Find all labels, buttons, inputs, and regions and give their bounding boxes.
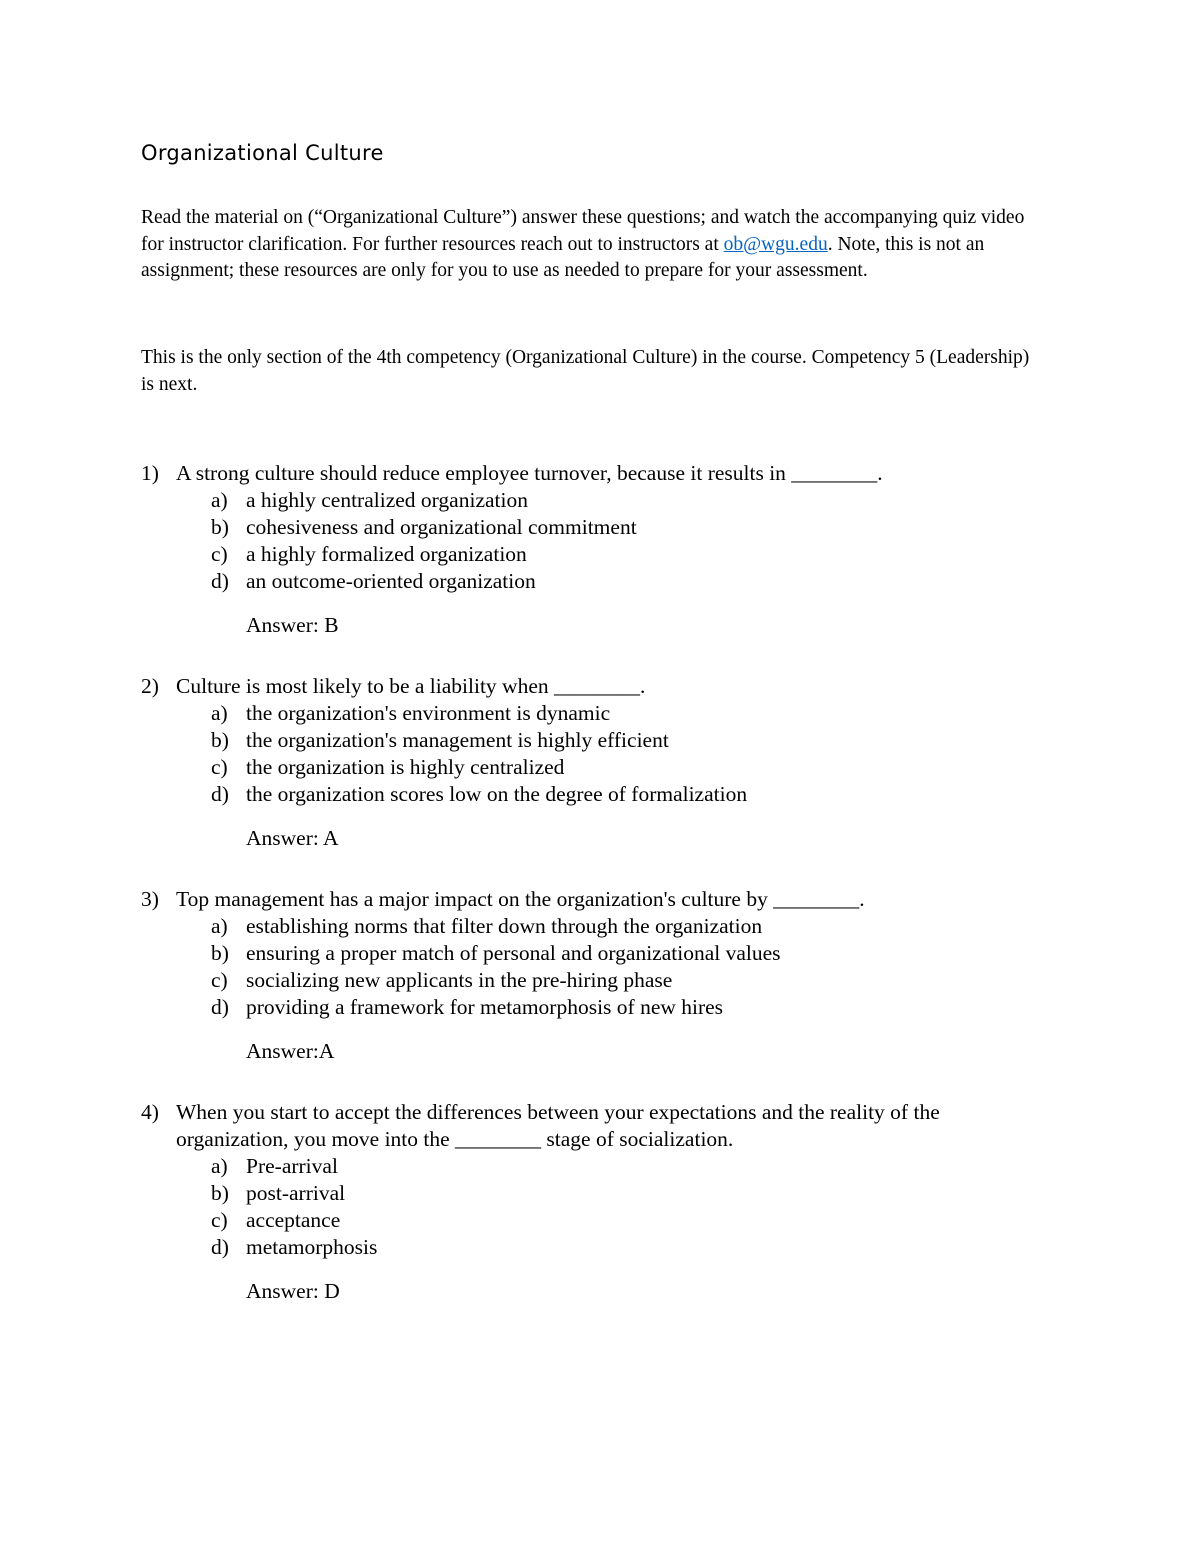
option-text: metamorphosis — [246, 1235, 378, 1259]
option-item — [141, 541, 1041, 568]
option-letter: a) — [211, 1154, 228, 1178]
option-text: the organization's management is highly efficient — [246, 728, 669, 752]
option-text: ensuring a proper match of personal and organizational values — [246, 941, 781, 965]
option-letter: a) — [211, 701, 228, 725]
option-list — [141, 700, 1041, 808]
page-title: Organizational Culture — [141, 141, 384, 165]
question-stem — [141, 1099, 1041, 1153]
question-stem — [141, 673, 1041, 700]
option-list — [141, 1153, 1041, 1261]
competency-note: This is the only section of the 4th competency (Organizational Culture) in the course. Competency 5 (Leadership) is next. — [141, 347, 1030, 395]
option-text: a highly centralized organization — [246, 488, 528, 512]
option-item — [141, 994, 1041, 1021]
intro-text: Read the material on (“Organizational Culture”) answer these questions; and watch the accompanying quiz video for instructor clarification. For further resources reach out to instructors at — [141, 207, 1025, 255]
question-text: Culture is most likely to be a liability when ________. — [176, 674, 646, 698]
intro-paragraph — [141, 205, 1041, 285]
question-number: 2) — [141, 674, 159, 698]
option-item — [141, 1207, 1041, 1234]
option-letter: d) — [211, 995, 229, 1019]
option-letter: b) — [211, 941, 229, 965]
option-item — [141, 967, 1041, 994]
question-2 — [141, 673, 1041, 852]
answer-text: Answer: A — [246, 826, 339, 850]
question-number: 3) — [141, 887, 159, 911]
option-letter: c) — [211, 755, 228, 779]
option-text: the organization scores low on the degree of formalization — [246, 782, 748, 806]
answer-text: Answer: D — [246, 1279, 340, 1303]
option-text: acceptance — [246, 1208, 341, 1232]
intro-text-continued: . Note, this is not an assignment; these resources are only for you to use as needed to prepare for your assessment. — [141, 233, 985, 281]
option-text: Pre-arrival — [246, 1154, 338, 1178]
option-item — [141, 781, 1041, 808]
option-text: establishing norms that filter down through the organization — [246, 914, 763, 938]
option-text: providing a framework for metamorphosis of new hires — [246, 995, 724, 1019]
option-letter: d) — [211, 782, 229, 806]
option-letter: b) — [211, 515, 229, 539]
option-text: an outcome-oriented organization — [246, 569, 536, 593]
question-text: A strong culture should reduce employee turnover, because it results in ________. — [176, 461, 883, 485]
option-text: the organization is highly centralized — [246, 755, 565, 779]
option-letter: d) — [211, 569, 229, 593]
question-1 — [141, 460, 1041, 639]
option-item — [141, 913, 1041, 940]
option-item — [141, 1153, 1041, 1180]
option-letter: d) — [211, 1235, 229, 1259]
option-text: a highly formalized organization — [246, 542, 527, 566]
option-item — [141, 514, 1041, 541]
option-letter: b) — [211, 1181, 229, 1205]
option-text: post-arrival — [246, 1181, 346, 1205]
option-text: cohesiveness and organizational commitment — [246, 515, 637, 539]
answer-text: Answer: B — [246, 613, 339, 637]
option-letter: c) — [211, 542, 228, 566]
option-letter: c) — [211, 1208, 228, 1232]
option-text: the organization's environment is dynamic — [246, 701, 611, 725]
email-link[interactable]: ob@wgu.edu — [723, 233, 828, 255]
option-item — [141, 487, 1041, 514]
option-letter: b) — [211, 728, 229, 752]
option-item — [141, 727, 1041, 754]
option-item — [141, 940, 1041, 967]
question-text: When you start to accept the differences between your expectations and the reality of the organization, you move into the ________ stage of socialization. — [176, 1100, 940, 1151]
question-number: 1) — [141, 461, 159, 485]
option-item — [141, 754, 1041, 781]
question-stem — [141, 460, 1041, 487]
question-number: 4) — [141, 1100, 159, 1124]
question-stem — [141, 886, 1041, 913]
option-letter: a) — [211, 488, 228, 512]
answer-text: Answer:A — [246, 1039, 335, 1063]
question-3 — [141, 886, 1041, 1065]
question-text: Top management has a major impact on the organization's culture by ________. — [176, 887, 865, 911]
option-list — [141, 913, 1041, 1021]
option-item — [141, 1234, 1041, 1261]
option-item — [141, 568, 1041, 595]
option-item — [141, 1180, 1041, 1207]
option-item — [141, 700, 1041, 727]
option-letter: a) — [211, 914, 228, 938]
option-text: socializing new applicants in the pre-hiring phase — [246, 968, 673, 992]
question-4 — [141, 1099, 1041, 1305]
option-letter: c) — [211, 968, 228, 992]
option-list — [141, 487, 1041, 595]
